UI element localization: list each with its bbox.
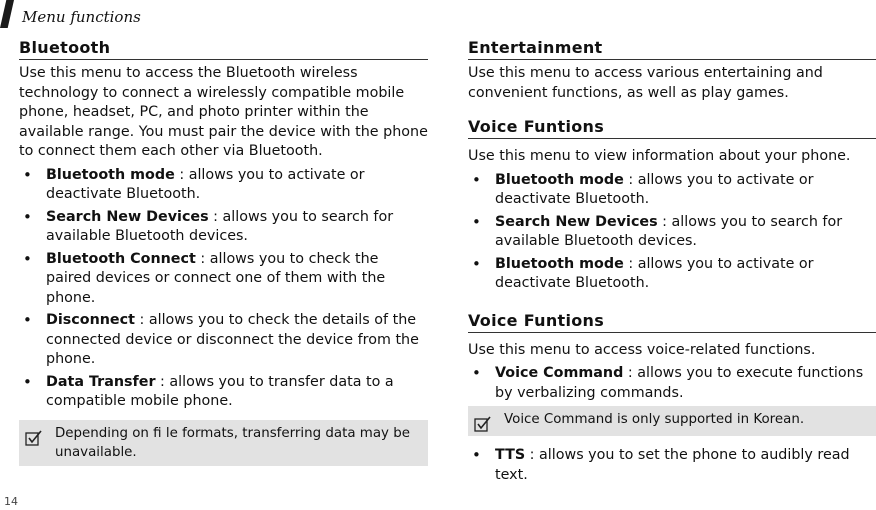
- voice-funtions-2-list: [468, 364, 876, 403]
- page-number: 14: [4, 495, 18, 508]
- item-desc: : allows you to transfer data to a compatible mobile phone.: [46, 373, 394, 409]
- voice-funtions-2-intro: Use this menu to access voice-related functions.: [468, 341, 816, 358]
- item-term: Bluetooth mode: [46, 166, 175, 183]
- voice-funtions-2-list-after: [468, 446, 876, 485]
- item-term: Bluetooth mode: [495, 171, 624, 188]
- page-header-title: Menu functions: [22, 8, 141, 26]
- checkmark-icon: [19, 424, 49, 446]
- section-heading-voice-funtions: Voice Funtions: [468, 117, 876, 139]
- item-desc: : allows you to set the phone to audibly read text.: [495, 447, 850, 483]
- item-term: Search New Devices: [46, 208, 209, 225]
- section-heading-entertainment: Entertainment: [468, 38, 876, 60]
- item-desc: : allows you to check the details of the connected device or disconnect the device from the phone.: [46, 312, 419, 367]
- item-term: Disconnect: [46, 312, 135, 328]
- note-text: Depending on fi le formats, transferring data may be unavailable.: [55, 425, 410, 460]
- bullet-icon: •: [472, 170, 481, 189]
- right-column: [468, 38, 876, 488]
- bullet-icon: •: [23, 249, 32, 268]
- item-term: Voice Command: [495, 365, 624, 381]
- bullet-icon: •: [472, 254, 481, 273]
- bullet-icon: •: [23, 207, 32, 226]
- section-heading-bluetooth: Bluetooth: [19, 38, 428, 60]
- bullet-icon: •: [472, 446, 481, 464]
- item-term: TTS: [495, 447, 526, 463]
- item-desc: : allows you to search for available Bluetooth devices.: [495, 213, 843, 249]
- item-desc: : allows you to search for available Bluetooth devices.: [46, 208, 394, 244]
- item-desc: : allows you to activate or deactivate Bluetooth.: [495, 171, 814, 207]
- item-term: Data Transfer: [46, 373, 156, 390]
- bluetooth-intro: Use this menu to access the Bluetooth wireless technology to connect a wirelessly compatible mobile phone, headset, PC, and photo printer within the available range. You must pair the device with the phone to connect them each other via Bluetooth.: [19, 65, 428, 159]
- item-desc: : allows you to check the paired devices or connect one of them with the phone.: [46, 250, 386, 306]
- voice-funtions-list: [468, 171, 876, 294]
- list-item: [19, 250, 428, 309]
- bullet-icon: •: [472, 212, 481, 231]
- note-text: Voice Command is only supported in Korean.: [504, 412, 805, 427]
- section-heading-voice-funtions-2: Voice Funtions: [468, 311, 876, 333]
- checkmark-icon: [468, 410, 498, 432]
- list-item: [19, 311, 428, 370]
- list-item: [468, 171, 876, 210]
- item-term: Bluetooth mode: [495, 255, 624, 272]
- list-item: [468, 213, 876, 252]
- item-desc: : allows you to activate or deactivate Bluetooth.: [46, 166, 365, 202]
- list-item: [19, 166, 428, 205]
- bullet-icon: •: [23, 311, 32, 329]
- left-column: [19, 38, 428, 466]
- voice-funtions-intro: Use this menu to view information about your phone.: [468, 148, 851, 164]
- note-box: [468, 406, 876, 436]
- list-item: [19, 208, 428, 247]
- bluetooth-list: [19, 166, 428, 412]
- item-desc: : allows you to execute functions by verbalizing commands.: [495, 365, 864, 401]
- header-bar: [0, 0, 14, 28]
- item-term: Bluetooth Connect: [46, 250, 196, 267]
- item-term: Search New Devices: [495, 213, 658, 230]
- list-item: [19, 373, 428, 412]
- bullet-icon: •: [23, 165, 32, 184]
- bullet-icon: •: [23, 372, 32, 391]
- item-desc: : allows you to activate or deactivate Bluetooth.: [495, 255, 814, 291]
- entertainment-intro: Use this menu to access various entertaining and convenient functions, as well as play games.: [468, 65, 823, 101]
- list-item: [468, 255, 876, 294]
- list-item: [468, 364, 876, 403]
- bullet-icon: •: [472, 364, 481, 382]
- list-item: [468, 446, 876, 485]
- note-box: [19, 420, 428, 466]
